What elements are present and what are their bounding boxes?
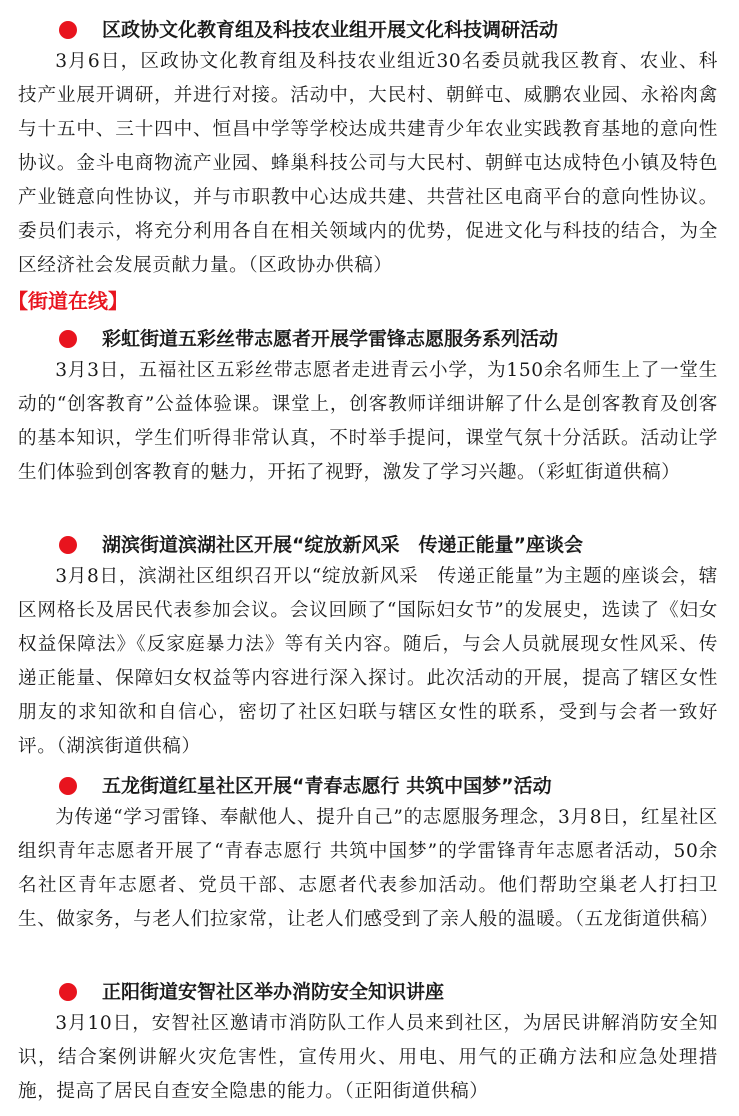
article-title: 正阳街道安智社区举办消防安全知识讲座 bbox=[102, 981, 445, 1003]
article-1 bbox=[0, 15, 739, 283]
article-body: 为传递“学习雷锋、奉献他人、提升自己”的志愿服务理念，3月8日，红星社区组织青年志愿者开展了“青春志愿行 共筑中国梦”的学雷锋青年志愿者活动，50余名社区青年志愿者、党员干部、志愿者代表参加活动。他们帮助空巢老人打扫卫生、做家务，与老人们拉家常，让老人们感受到了亲人般的温暖。（五龙街道供稿） bbox=[18, 807, 719, 930]
article-4 bbox=[0, 771, 739, 937]
article-title: 湖滨街道滨湖社区开展“绽放新风采 传递正能量”座谈会 bbox=[102, 534, 583, 556]
article-heading bbox=[0, 324, 739, 354]
article-body: 3月10日，安智社区邀请市消防队工作人员来到社区，为居民讲解消防安全知识，结合案例讲解火灾危害性，宣传用火、用电、用气的正确方法和应急处理措施，提高了居民自查安全隐患的能力。（正阳街道供稿） bbox=[18, 1013, 718, 1102]
article-heading bbox=[0, 530, 739, 560]
bullet-icon bbox=[59, 21, 77, 39]
bullet-icon bbox=[59, 983, 77, 1001]
article-body: 3月8日，滨湖社区组织召开以“绽放新风采 传递正能量”为主题的座谈会，辖区网格长及居民代表参加会议。会议回顾了“国际妇女节”的发展史，选读了《妇女权益保障法》《反家庭暴力法》等有关内容。随后，与会人员就展现女性风采、传递正能量、保障妇女权益等内容进行深入探讨。此次活动的开展，提高了辖区女性朋友的求知欲和自信心，密切了社区妇联与辖区女性的联系，受到与会者一致好评。（湖滨街道供稿） bbox=[18, 566, 718, 757]
article-3 bbox=[0, 530, 739, 764]
section-tag: 【街道在线】 bbox=[8, 289, 128, 313]
bullet-icon bbox=[59, 330, 77, 348]
bullet-icon bbox=[59, 777, 77, 795]
article-body: 3月3日，五福社区五彩丝带志愿者走进青云小学，为150余名师生上了一堂生动的“创客教育”公益体验课。课堂上，创客教师详细讲解了什么是创客教育及创客的基本知识，学生们听得非常认真，不时举手提问，课堂气氛十分活跃。活动让学生们体验到创客教育的魅力，开拓了视野，激发了学习兴趣。（彩虹街道供稿） bbox=[18, 360, 718, 483]
article-5 bbox=[0, 977, 739, 1109]
article-title: 彩虹街道五彩丝带志愿者开展学雷锋志愿服务系列活动 bbox=[102, 328, 559, 350]
article-title: 区政协文化教育组及科技农业组开展文化科技调研活动 bbox=[102, 19, 559, 41]
bullet-icon bbox=[59, 536, 77, 554]
article-body: 3月6日，区政协文化教育组及科技农业组近30名委员就我区教育、农业、科技产业展开调研，并进行对接。活动中，大民村、朝鲜屯、威鹏农业园、永裕肉禽与十五中、三十四中、恒昌中学等学校达成共建青少年农业实践教育基地的意向性协议。金斗电商物流产业园、蜂巢科技公司与大民村、朝鲜屯达成特色小镇及特色产业链意向性协议，并与市职教中心达成共建、共营社区电商平台的意向性协议。委员们表示，将充分利用各自在相关领域内的优势，促进文化与科技的结合，为全区经济社会发展贡献力量。（区政协办供稿） bbox=[18, 51, 718, 276]
article-heading bbox=[0, 15, 739, 45]
article-2 bbox=[0, 324, 739, 490]
article-heading bbox=[0, 771, 739, 801]
article-title: 五龙街道红星社区开展“青春志愿行 共筑中国梦”活动 bbox=[102, 775, 552, 797]
article-heading bbox=[0, 977, 739, 1007]
